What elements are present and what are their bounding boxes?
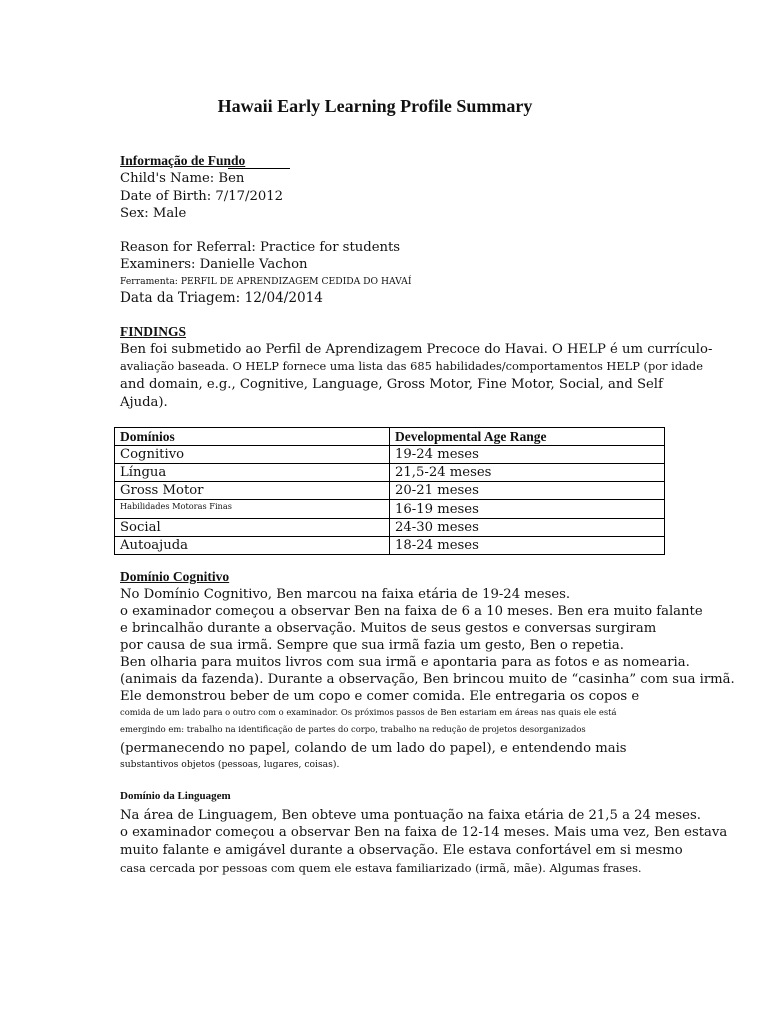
cognitive-line: comida de um lado para o outro com o examinador. Os próximos passos de Ben estariam em áreas nas quais ele está bbox=[120, 707, 617, 717]
table-row bbox=[115, 446, 665, 464]
domain-cell: Língua bbox=[115, 464, 390, 482]
language-line: Na área de Linguagem, Ben obteve uma pontuação na faixa etária de 21,5 a 24 meses. bbox=[120, 808, 701, 823]
age-range-cell: 20-21 meses bbox=[390, 482, 665, 500]
table-row bbox=[115, 464, 665, 482]
table-header-row bbox=[115, 428, 665, 446]
cognitive-line: (permanecendo no papel, colando de um lado do papel), e entendendo mais bbox=[120, 741, 627, 756]
background-heading: Informação de Fundo bbox=[120, 153, 246, 168]
cognitive-heading: Domínio Cognitivo bbox=[120, 569, 230, 584]
language-line: muito falante e amigável durante a observação. Ele estava confortável em si mesmo bbox=[120, 843, 683, 858]
child-name: Child's Name: Ben bbox=[120, 171, 245, 186]
column-header-age-range: Developmental Age Range bbox=[390, 428, 665, 446]
cognitive-line: e brincalhão durante a observação. Muitos de seus gestos e conversas surgiram bbox=[120, 621, 657, 636]
cognitive-line: substantivos objetos (pessoas, lugares, coisas). bbox=[120, 759, 340, 770]
referral-reason: Reason for Referral: Practice for students bbox=[120, 240, 401, 255]
language-line: o examinador começou a observar Ben na faixa de 12-14 meses. Mais uma vez, Ben estava bbox=[120, 825, 728, 840]
domain-cell: Habilidades Motoras Finas bbox=[115, 500, 390, 519]
heading-underline bbox=[228, 168, 290, 169]
cognitive-line: emergindo em: trabalho na identificação de partes do corpo, trabalho na redução de projetos desorganizados bbox=[120, 724, 586, 734]
findings-line: Ajuda). bbox=[120, 395, 168, 410]
cognitive-line: Ele demonstrou beber de um copo e comer comida. Ele entregaria os copos e bbox=[120, 689, 640, 704]
table-row bbox=[115, 482, 665, 500]
cognitive-line: por causa de sua irmã. Sempre que sua irmã fazia um gesto, Ben o repetia. bbox=[120, 638, 624, 653]
age-range-cell: 24-30 meses bbox=[390, 519, 665, 537]
table-row bbox=[115, 537, 665, 555]
findings-line: avaliação baseada. O HELP fornece uma lista das 685 habilidades/comportamentos HELP (por idade bbox=[120, 359, 703, 373]
screening-date: Data da Triagem: 12/04/2014 bbox=[120, 290, 323, 306]
domain-cell: Gross Motor bbox=[115, 482, 390, 500]
cognitive-line: No Domínio Cognitivo, Ben marcou na faixa etária de 19-24 meses. bbox=[120, 587, 571, 602]
sex: Sex: Male bbox=[120, 206, 187, 221]
column-header-domain: Domínios bbox=[115, 428, 390, 446]
cognitive-line: o examinador começou a observar Ben na faixa de 6 a 10 meses. Ben era muito falante bbox=[120, 604, 703, 619]
examiners: Examiners: Danielle Vachon bbox=[120, 257, 308, 272]
language-line: casa cercada por pessoas com quem ele estava familiarizado (irmã, mãe). Algumas frases. bbox=[120, 861, 642, 875]
age-range-cell: 19-24 meses bbox=[390, 446, 665, 464]
table-row bbox=[115, 519, 665, 537]
document-title: Hawaii Early Learning Profile Summary bbox=[217, 96, 533, 116]
age-range-cell: 18-24 meses bbox=[390, 537, 665, 555]
findings-line: Ben foi submetido ao Perfil de Aprendizagem Precoce do Havai. O HELP é um currículo- bbox=[120, 342, 713, 357]
cognitive-line: (animais da fazenda). Durante a observação, Ben brincou muito de “casinha” com sua irmã. bbox=[120, 672, 735, 687]
cognitive-line: Ben olharia para muitos livros com sua irmã e apontaria para as fotos e as nomearia. bbox=[120, 655, 690, 670]
age-range-cell: 21,5-24 meses bbox=[390, 464, 665, 482]
table-row bbox=[115, 500, 665, 519]
date-of-birth: Date of Birth: 7/17/2012 bbox=[120, 189, 284, 204]
domain-cell: Social bbox=[115, 519, 390, 537]
findings-line: and domain, e.g., Cognitive, Language, Gross Motor, Fine Motor, Social, and Self bbox=[120, 377, 663, 392]
domains-table bbox=[114, 427, 665, 555]
domain-cell: Autoajuda bbox=[115, 537, 390, 555]
language-heading: Domínio da Linguagem bbox=[120, 790, 231, 802]
domain-cell: Cognitivo bbox=[115, 446, 390, 464]
findings-heading: FINDINGS bbox=[120, 324, 187, 339]
assessment-tool: Ferramenta: PERFIL DE APRENDIZAGEM CEDIDA DO HAVAÍ bbox=[120, 276, 412, 287]
age-range-cell: 16-19 meses bbox=[390, 500, 665, 519]
